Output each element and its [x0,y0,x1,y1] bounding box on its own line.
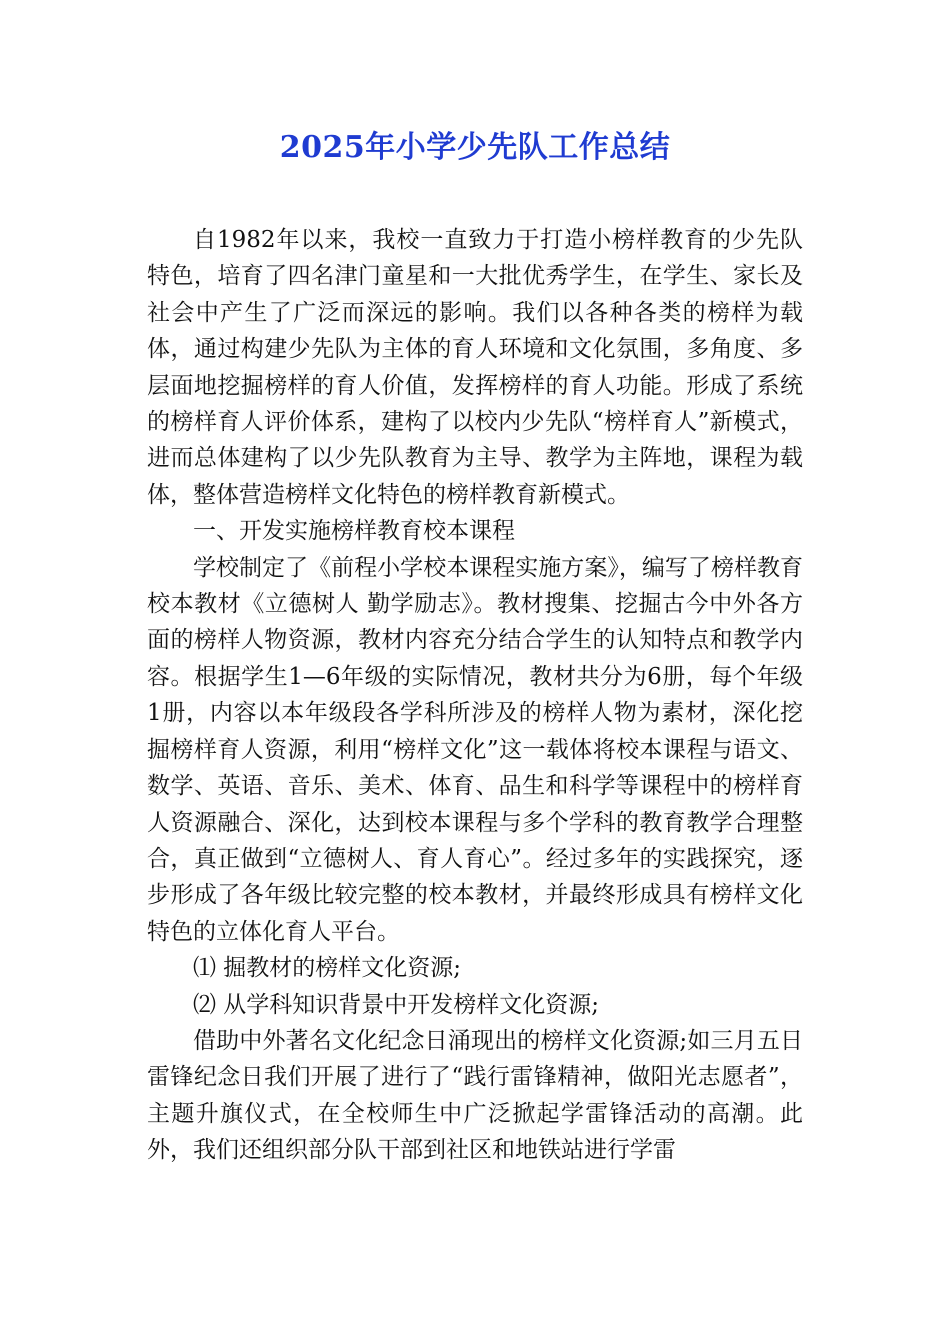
list-item: ⑴ 掘教材的榜样文化资源; [193,955,462,982]
list-item: ⑵ 从学科知识背景中开发榜样文化资源; [193,991,600,1018]
paragraph-intro: 自1982年以来，我校一直致力于打造小榜样教育的少先队特色，培育了四名津门童星和一大批优秀学生，在学生、家长及社会中产生了广泛而深远的影响。我们以各种各类的榜样为载体，通过构建少先队为主体的育人环境和文化氛围，多角度、多层面地挖掘榜样的育人价值，发挥榜样的育人功能。形成了系统的榜样育人评价体系，建构了以校内少先队“榜样育人”新模式，进而总体建构了以少先队教育为主导、教学为主阵地，课程为载体，整体营造榜样文化特色的榜样教育新模式。 [147,227,803,508]
document-body [147,222,803,1169]
paragraph-activities: 借助中外著名文化纪念日涌现出的榜样文化资源;如三月五日雷锋纪念日我们开展了进行了“践行雷锋精神，做阳光志愿者”，主题升旗仪式，在全校师生中广泛掀起学雷锋活动的高潮。此外，我们还组织部分队干部到社区和地铁站进行学雷 [147,1027,803,1164]
paragraph-curriculum: 学校制定了《前程小学校本课程实施方案》，编写了榜样教育校本教材《立德树人 勤学励志》。教材搜集、挖掘古今中外各方面的榜样人物资源，教材内容充分结合学生的认知特点和教学内容。根据学生1—6年级的实际情况，教材共分为6册，每个年级1册，内容以本年级段各学科所涉及的榜样人物为素材，深化挖掘榜样育人资源，利用“榜样文化”这一载体将校本课程与语文、数学、英语、音乐、美术、体育、品生和科学等课程中的榜样育人资源融合、深化，达到校本课程与多个学科的教育教学合理整合，真正做到“立德树人、育人育心”。经过多年的实践探究，逐步形成了各年级比较完整的校本教材，并最终形成具有榜样文化特色的立体化育人平台。 [147,554,803,945]
section-heading: 一、开发实施榜样教育校本课程 [193,518,515,545]
document-title: 2025年小学少先队工作总结 [279,130,671,165]
